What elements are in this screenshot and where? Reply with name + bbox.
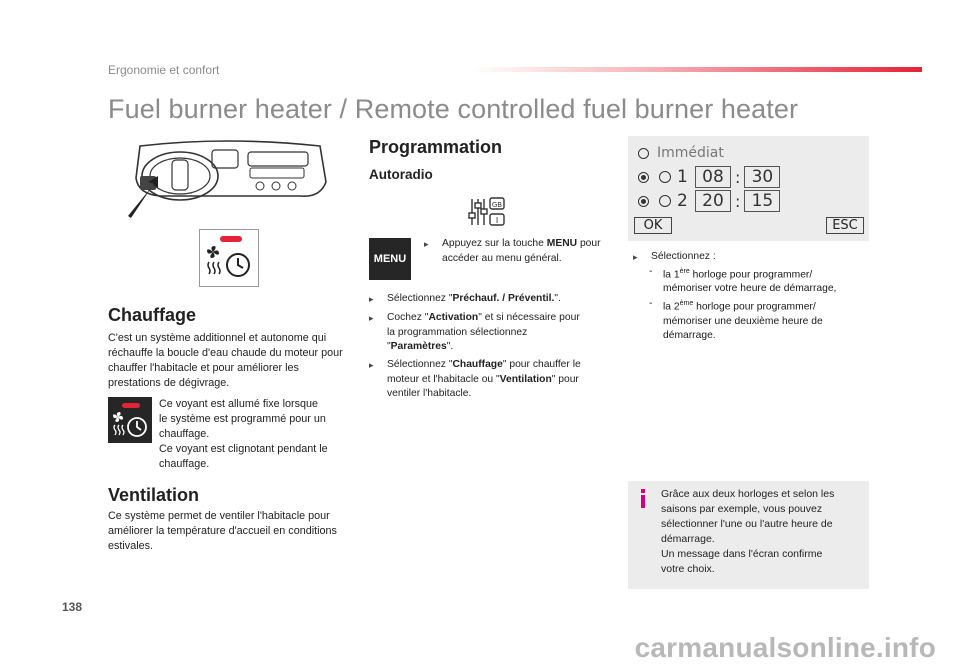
voyant-description <box>159 397 349 472</box>
step-prechauf <box>369 292 609 307</box>
immediat-label: Immédiat <box>657 145 724 161</box>
info-line: Un message dans l'écran confirme <box>661 548 823 560</box>
step-bold: Chauffage <box>452 359 503 370</box>
voyant-line: Ce voyant est clignotant pendant le <box>159 443 328 455</box>
clock-icon <box>659 195 671 207</box>
voyant-line: chauffage. <box>159 458 210 470</box>
info-line: démarrage. <box>661 533 715 545</box>
time-separator: : <box>735 167 741 187</box>
list-text: horloge pour programmer/ mémoriser votre heure de démarrage, <box>663 268 837 295</box>
radio-button-icon[interactable] <box>638 148 649 159</box>
select-intro-text: Sélectionnez : <box>651 251 716 262</box>
step-bold: Activation <box>428 312 479 323</box>
step-text: Appuyez sur la touche <box>442 238 547 249</box>
clock-row-1[interactable] <box>638 166 780 188</box>
section-label: Ergonomie et confort <box>108 63 220 77</box>
time-separator: : <box>735 191 741 211</box>
step-text: Sélectionnez " <box>387 359 453 370</box>
menu-key[interactable] <box>369 238 411 280</box>
step-bold: MENU <box>546 238 578 249</box>
step-chauffage <box>369 358 611 402</box>
autoradio-heading: Autoradio <box>369 167 433 182</box>
gb-label: GB <box>491 201 503 209</box>
step-text: pour accéder au menu général. <box>442 238 601 264</box>
step-text: ". <box>446 341 454 352</box>
clock-icon <box>659 171 671 183</box>
info-icon <box>639 489 648 509</box>
chauffage-description: C'est un système additionnel et autonome qui réchauffe la boucle d'eau chaude du moteur pour chauffer l'habitacle et pour améliorer les prestations de dégivrage. <box>108 332 343 389</box>
list-item: - la 2ème horloge pour programmer/ mémoriser une deuxième heure de démarrage. <box>649 297 823 342</box>
radio-selected-icon[interactable] <box>638 196 649 207</box>
step-text: Sélectionnez " <box>387 293 453 304</box>
radio-selected-icon[interactable] <box>638 172 649 183</box>
watermark: carmanualsonline.info <box>634 632 936 663</box>
heater-icon-tile <box>199 229 259 287</box>
programmation-heading: Programmation <box>369 137 503 157</box>
select-intro <box>633 250 863 265</box>
list-item: - la 1ère horloge pour programmer/ mémoriser votre heure de démarrage, <box>649 265 837 295</box>
step-text: ". <box>554 293 561 304</box>
ventilation-heading: Ventilation <box>108 485 200 505</box>
bullet-icon: ▸ <box>424 239 429 249</box>
step-bold: Ventilation <box>499 373 552 385</box>
immediat-option[interactable] <box>638 145 724 161</box>
info-line: votre choix. <box>661 563 715 575</box>
info-text <box>661 487 866 577</box>
step-text: Cochez " <box>387 312 429 323</box>
ventilation-description: Ce système permet de ventiler l'habitacle pour améliorer la température d'accueil en conditions estivales. <box>108 510 337 552</box>
list-text: la 1 <box>663 268 680 280</box>
radio-screen-panel <box>628 136 869 241</box>
step-menu <box>424 237 604 266</box>
step-text: " pour chauffer le moteur et l'habitacle ou " <box>387 359 581 385</box>
clock-selection-list <box>633 250 863 344</box>
bullet-icon: ▸ <box>633 252 638 262</box>
bullet-icon: ▸ <box>369 313 374 323</box>
bullet-icon: ▸ <box>369 294 374 304</box>
menu-key-label: MENU <box>373 253 407 265</box>
info-line: saisons par exemple, vous pouvez <box>661 503 823 515</box>
clock-row-2[interactable] <box>638 190 780 212</box>
info-i-label: I <box>495 216 499 225</box>
list-text: la 2 <box>663 301 680 313</box>
voyant-line: le système est programmé pour un <box>159 413 326 425</box>
step-bold: Préchauf. / Préventil. <box>452 293 555 304</box>
hour-field[interactable]: 20 <box>695 190 731 212</box>
dashboard-illustration <box>120 138 332 222</box>
page-title: Fuel burner heater / Remote controlled fuel burner heater <box>108 94 799 124</box>
chauffage-heading: Chauffage <box>108 305 197 325</box>
step-text: " et si nécessaire pour la programmation sélectionnez " <box>387 312 580 352</box>
clock-number: 1 <box>677 167 688 187</box>
radio-settings-icon <box>466 195 508 229</box>
info-box <box>628 481 869 589</box>
step-text: " pour ventiler l'habitacle. <box>387 373 579 399</box>
page-number: 138 <box>62 600 83 614</box>
header-accent-bar <box>470 67 922 72</box>
hour-field[interactable]: 08 <box>695 166 731 188</box>
step-bold: Paramètres <box>390 341 447 352</box>
bullet-icon: ▸ <box>369 360 374 370</box>
voyant-line: Ce voyant est allumé fixe lorsque <box>159 398 319 410</box>
ordinal-sup: ère <box>679 267 690 275</box>
info-line: sélectionner l'une ou l'autre heure de <box>661 518 833 530</box>
info-line: Grâce aux deux horloges et selon les <box>661 488 835 500</box>
minute-field[interactable]: 30 <box>744 166 780 188</box>
ok-button[interactable]: OK <box>634 217 672 234</box>
heater-warning-light-icon <box>108 397 152 443</box>
voyant-line: chauffage. <box>159 428 210 440</box>
voyant-icon-tile <box>108 397 152 443</box>
minute-field[interactable]: 15 <box>744 190 780 212</box>
fuel-heater-icon <box>200 230 258 286</box>
step-activation <box>369 311 589 355</box>
clock-number: 2 <box>677 191 688 211</box>
list-text: horloge pour programmer/ mémoriser une deuxième heure de démarrage. <box>663 301 823 342</box>
esc-button[interactable]: ESC <box>826 217 864 234</box>
ordinal-sup: ème <box>679 299 694 307</box>
